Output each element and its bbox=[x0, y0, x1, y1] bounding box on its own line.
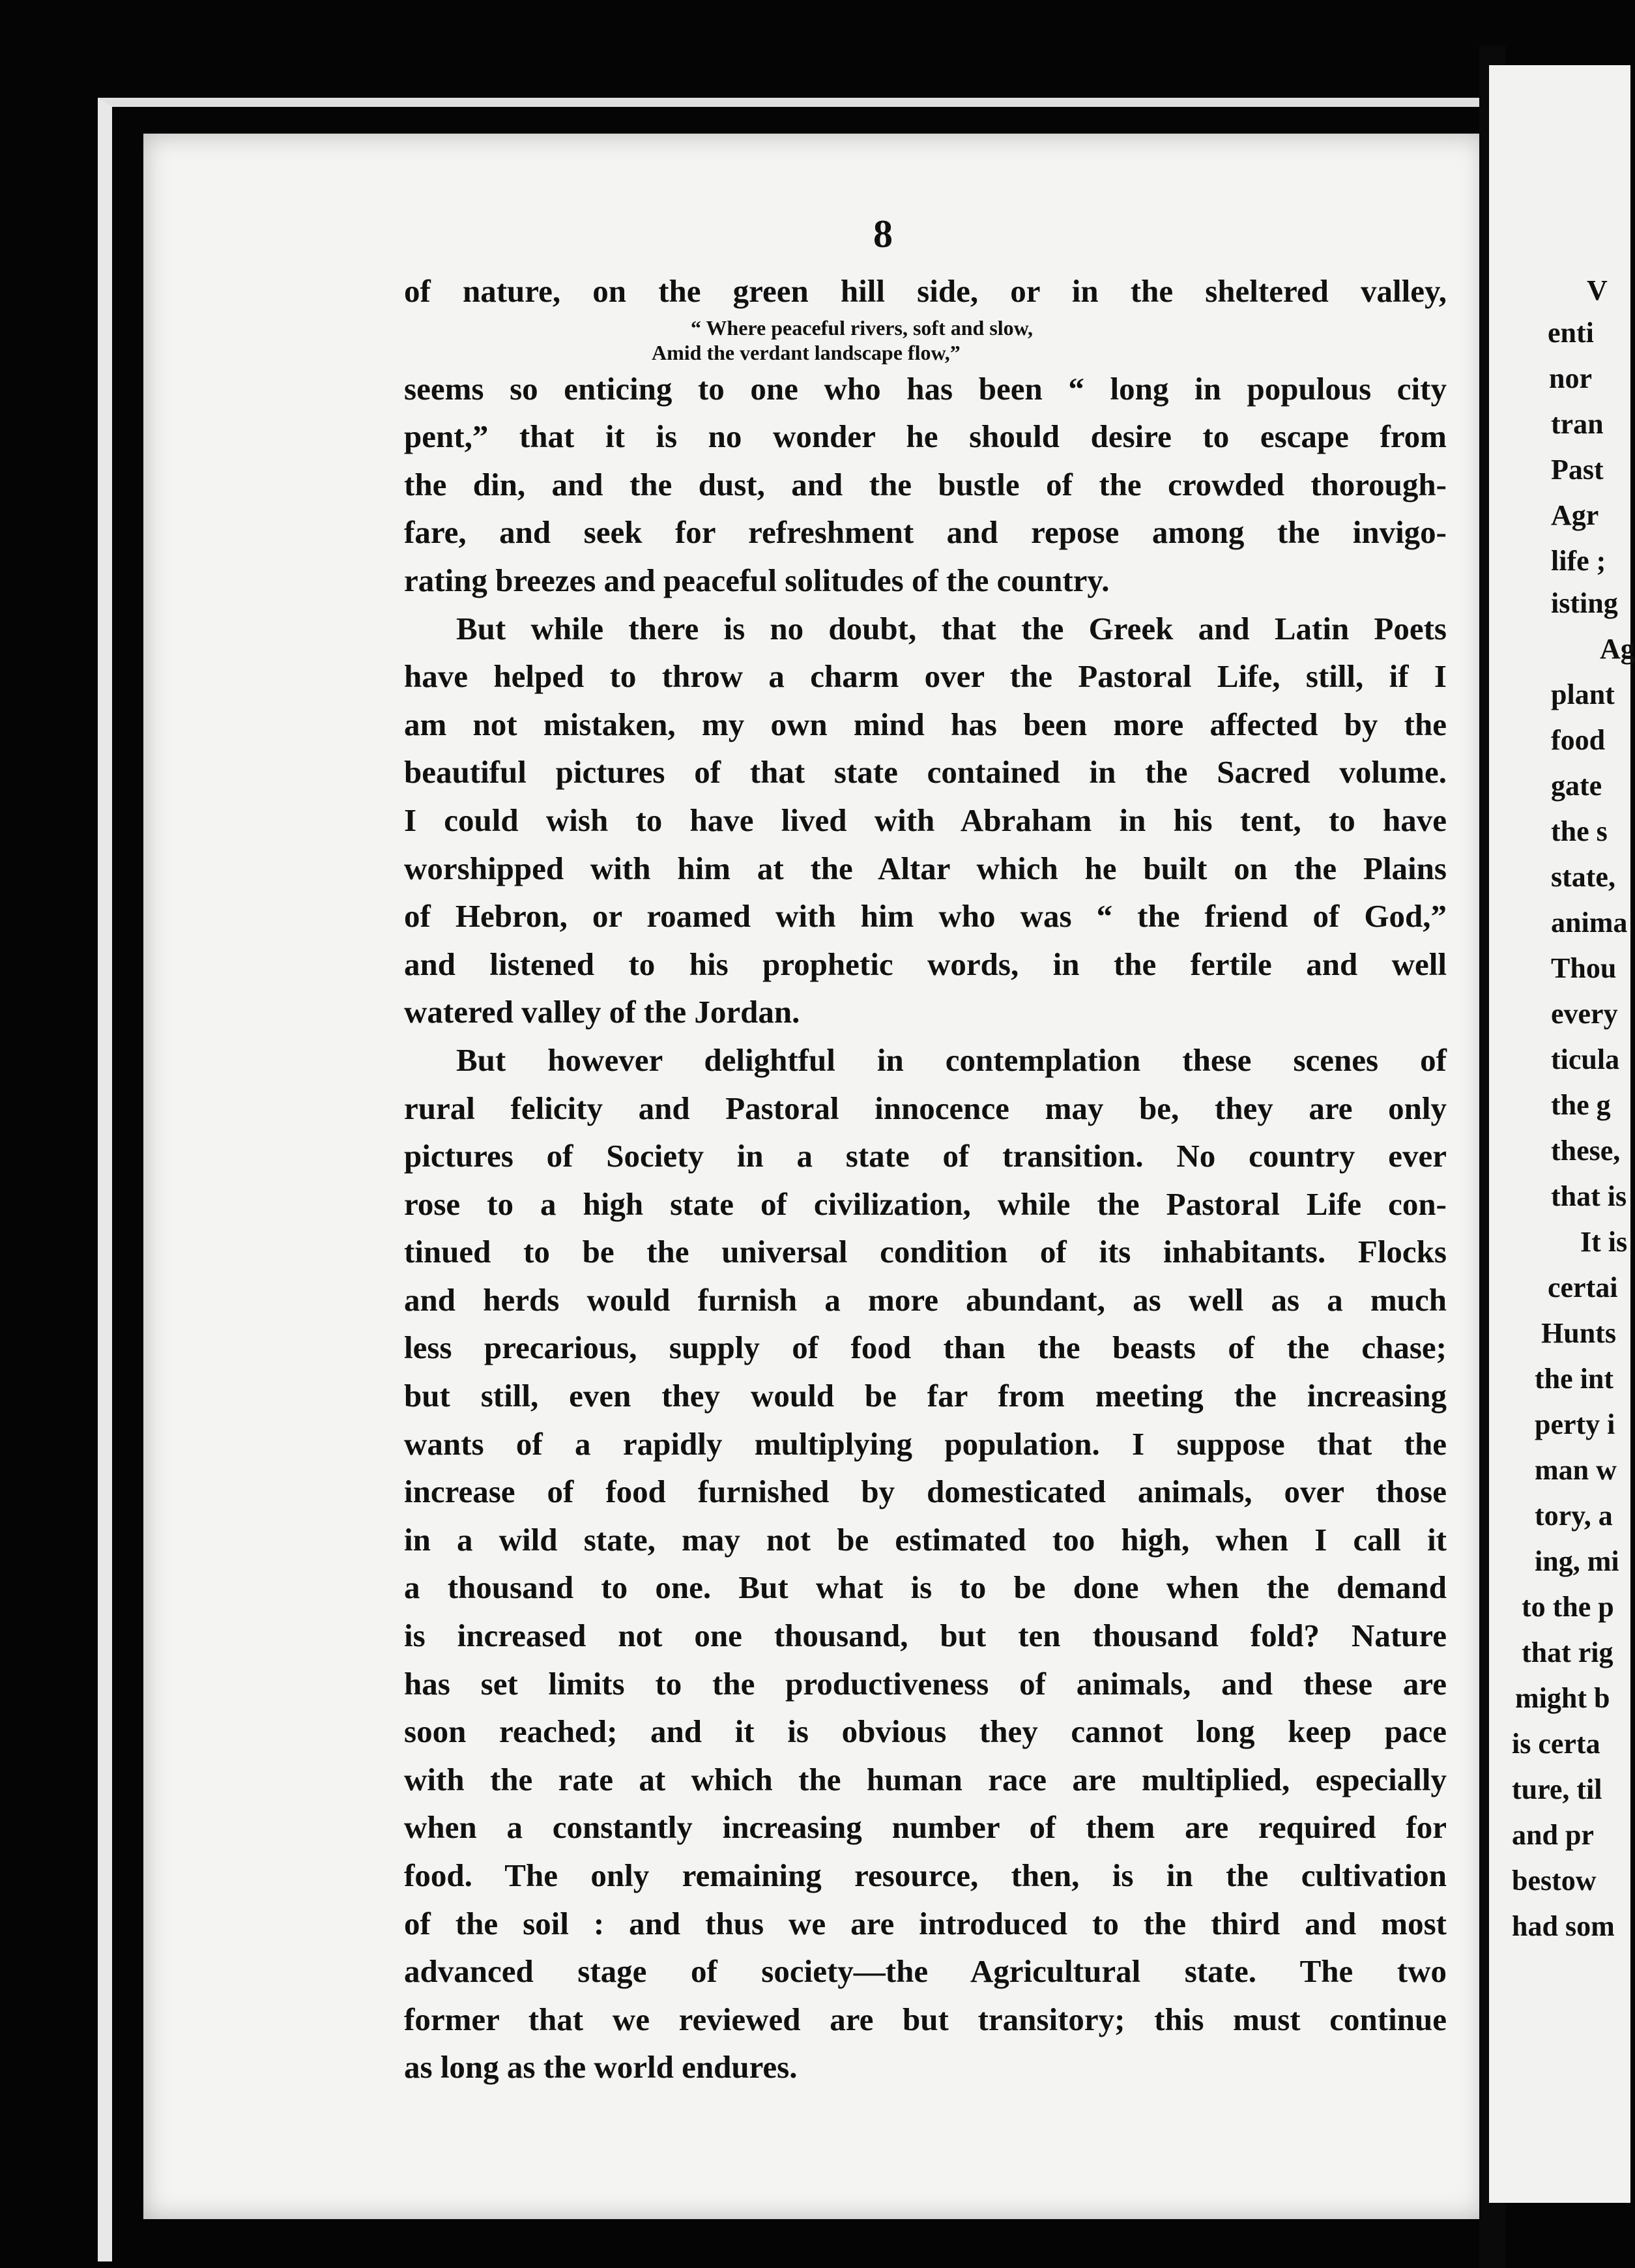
text-line: and herds would furnish a more abundant, as well as a much bbox=[404, 1281, 1447, 1318]
facing-line: certai bbox=[1548, 1272, 1618, 1303]
text-line: with the rate at which the human race are multiplied, especially bbox=[404, 1761, 1447, 1797]
text-line: food. The only remaining resource, then, is in the cultivation bbox=[404, 1857, 1447, 1893]
facing-line: perty i bbox=[1535, 1408, 1615, 1440]
facing-line: ture, til bbox=[1512, 1773, 1602, 1805]
facing-line: that is bbox=[1551, 1180, 1627, 1212]
quote-line: “ Where peaceful rivers, soft and slow, bbox=[691, 315, 1033, 340]
text-line: in a wild state, may not be estimated too high, when I call it bbox=[404, 1521, 1447, 1558]
facing-line: ticula bbox=[1551, 1043, 1620, 1075]
text-line: But while there is no doubt, that the Greek and Latin Poets bbox=[456, 610, 1447, 647]
text-line: seems so enticing to one who has been “ long in populous city bbox=[404, 370, 1447, 407]
facing-line: food bbox=[1551, 724, 1606, 756]
text-line: increase of food furnished by domesticated animals, over those bbox=[404, 1474, 1447, 1510]
facing-line: might b bbox=[1515, 1682, 1610, 1714]
text-line: worshipped with him at the Altar which he built on the Plains bbox=[404, 850, 1447, 886]
text-line: pictures of Society in a state of transition. No country ever bbox=[404, 1138, 1447, 1174]
facing-line: and pr bbox=[1512, 1819, 1594, 1851]
facing-line: is certa bbox=[1512, 1728, 1600, 1760]
facing-line: Thou bbox=[1551, 952, 1617, 984]
text-line: former that we reviewed are but transitory; this must continue bbox=[404, 2001, 1447, 2037]
facing-line: ing, mi bbox=[1535, 1545, 1619, 1577]
facing-line: bestow bbox=[1512, 1865, 1597, 1897]
facing-line: Ag bbox=[1600, 633, 1635, 665]
text-line: beautiful pictures of that state contained in the Sacred volume. bbox=[404, 754, 1447, 791]
facing-line: gate bbox=[1551, 770, 1602, 802]
facing-line: isting bbox=[1551, 587, 1618, 619]
text-line: But however delightful in contemplation these scenes of bbox=[456, 1041, 1447, 1078]
text-line: when a constantly increasing number of them are required for bbox=[404, 1809, 1447, 1846]
text-line: have helped to throw a charm over the Pastoral Life, still, if I bbox=[404, 658, 1447, 695]
text-line: and listened to his prophetic words, in the fertile and well bbox=[404, 946, 1447, 982]
text-line: rose to a high state of civilization, while the Pastoral Life con- bbox=[404, 1185, 1447, 1222]
text-line: wants of a rapidly multiplying population. I suppose that the bbox=[404, 1425, 1447, 1462]
facing-line: state, bbox=[1551, 861, 1615, 893]
text-line: pent,” that it is no wonder he should desire to escape from bbox=[404, 418, 1447, 455]
text-line: I could wish to have lived with Abraham in his tent, to have bbox=[404, 802, 1447, 838]
facing-line: tran bbox=[1551, 408, 1604, 440]
page-number: 8 bbox=[873, 212, 893, 255]
facing-page bbox=[1489, 65, 1635, 2203]
text-line: watered valley of the Jordan. bbox=[404, 994, 800, 1030]
facing-line: man w bbox=[1535, 1454, 1617, 1486]
facing-line: plant bbox=[1551, 678, 1615, 710]
text-line: the din, and the dust, and the bustle of the crowded thorough- bbox=[404, 466, 1447, 502]
text-line: fare, and seek for refreshment and repose among the invigo- bbox=[404, 514, 1447, 551]
facing-line: the g bbox=[1551, 1089, 1611, 1121]
facing-line: to the p bbox=[1522, 1591, 1614, 1623]
text-line: of the soil : and thus we are introduced to the third and most bbox=[404, 1905, 1447, 1941]
facing-line: Past bbox=[1551, 454, 1604, 486]
text-line: less precarious, supply of food than the beasts of the chase; bbox=[404, 1330, 1447, 1366]
facing-line: nor bbox=[1549, 362, 1592, 394]
text-line: advanced stage of society—the Agricultural state. The two bbox=[404, 1953, 1447, 1990]
text-line: of Hebron, or roamed with him who was “ the friend of God,” bbox=[404, 898, 1447, 935]
facing-line: anima bbox=[1551, 907, 1628, 938]
text-line: is increased not one thousand, but ten thousand fold? Nature bbox=[404, 1618, 1447, 1654]
text-line: of nature, on the green hill side, or in the sheltered valley, bbox=[404, 273, 1447, 309]
facing-line: enti bbox=[1548, 317, 1594, 349]
facing-line: life ; bbox=[1551, 545, 1606, 577]
text-line: but still, even they would be far from meeting the increasing bbox=[404, 1378, 1447, 1414]
quote-line: Amid the verdant landscape flow,” bbox=[652, 340, 961, 364]
facing-line: every bbox=[1551, 998, 1618, 1030]
text-line: as long as the world endures. bbox=[404, 2049, 798, 2086]
facing-line: V bbox=[1587, 274, 1608, 306]
facing-line: Hunts bbox=[1541, 1317, 1616, 1349]
facing-line: the s bbox=[1551, 815, 1608, 847]
facing-line: that rig bbox=[1522, 1636, 1613, 1668]
text-line: rural felicity and Pastoral innocence may be, they are only bbox=[404, 1090, 1447, 1126]
facing-line: the int bbox=[1535, 1363, 1613, 1395]
facing-line: had som bbox=[1512, 1910, 1615, 1942]
text-line: tinued to be the universal condition of its inhabitants. Flocks bbox=[404, 1234, 1447, 1270]
facing-line: tory, a bbox=[1535, 1500, 1613, 1532]
text-line: rating breezes and peaceful solitudes of the country. bbox=[404, 562, 1110, 598]
facing-line: these, bbox=[1551, 1135, 1621, 1167]
facing-line: Agr bbox=[1551, 499, 1599, 531]
body-text bbox=[404, 267, 1447, 2091]
text-line: has set limits to the productiveness of animals, and these are bbox=[404, 1665, 1447, 1702]
text-line: am not mistaken, my own mind has been more affected by the bbox=[404, 706, 1447, 742]
facing-line: It is bbox=[1580, 1226, 1628, 1258]
text-line: a thousand to one. But what is to be done when the demand bbox=[404, 1569, 1447, 1606]
text-line: soon reached; and it is obvious they cannot long keep pace bbox=[404, 1713, 1447, 1750]
